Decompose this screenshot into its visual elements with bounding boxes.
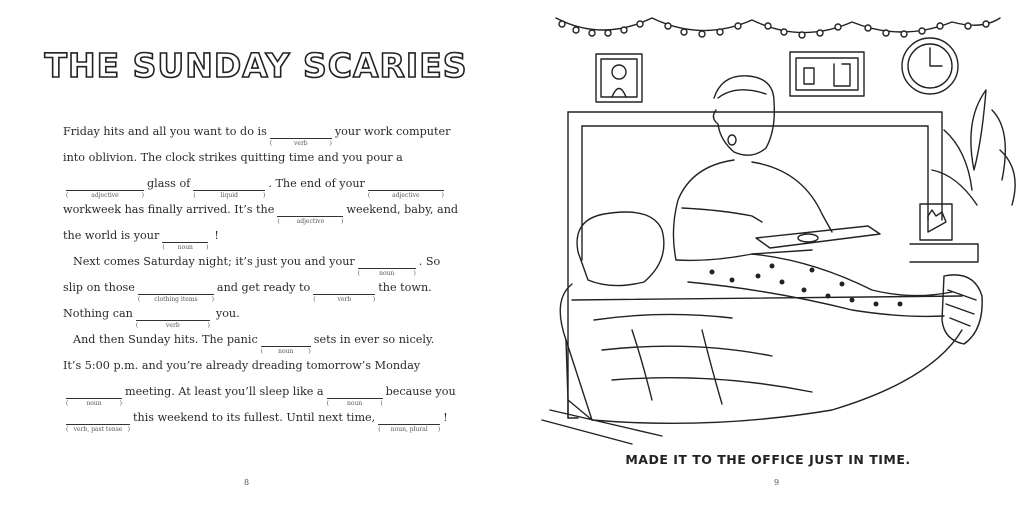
story-text: glass of	[147, 177, 191, 190]
blank-hint: ( liquid )	[193, 192, 265, 200]
story-text: And then Sunday hits. The panic	[73, 333, 258, 346]
fill-in-blank[interactable]	[358, 256, 416, 277]
pet-portrait-frame-icon	[596, 54, 642, 102]
fill-in-blank[interactable]	[138, 282, 214, 303]
blank-hint: ( verb )	[313, 296, 375, 304]
story-text: Nothing can	[63, 307, 133, 320]
right-page	[512, 0, 1024, 518]
wall-picture-frame-icon	[790, 52, 864, 96]
blank-hint: ( noun )	[261, 348, 311, 356]
story-line	[63, 203, 459, 230]
page-title: THE SUNDAY SCARIES	[44, 46, 468, 85]
story-text: your work computer	[334, 125, 451, 138]
story-line	[63, 255, 441, 282]
fill-in-blank[interactable]	[66, 386, 122, 407]
page-number-left: 8	[244, 478, 250, 487]
story-text: . The end of your	[268, 177, 365, 190]
fill-in-blank[interactable]	[313, 282, 375, 303]
fill-in-blank[interactable]	[66, 178, 144, 199]
blank-hint: ( clothing items )	[138, 296, 214, 304]
story-text: . So	[418, 255, 441, 268]
story-text: Next comes Saturday night; it’s just you and your	[73, 255, 355, 268]
blank-hint: ( verb, past tense )	[66, 426, 130, 434]
blank-hint: ( noun )	[327, 400, 383, 408]
potted-plant-icon	[932, 90, 1015, 205]
wall-clock-icon	[902, 38, 958, 94]
person-icon	[673, 76, 982, 344]
story-text: slip on those	[63, 281, 135, 294]
story-text: and get ready to	[216, 281, 311, 294]
story-text: sets in ever so nicely.	[313, 333, 435, 346]
story-text: workweek has finally arrived. It’s the	[63, 203, 275, 216]
fill-in-blank[interactable]	[327, 386, 383, 407]
story-text: this weekend to its fullest. Until next time,	[133, 411, 376, 424]
blank-hint: ( noun )	[66, 400, 122, 408]
blank-hint: ( adjective )	[277, 218, 343, 226]
story-line	[63, 308, 431, 334]
fill-in-blank[interactable]	[277, 204, 343, 225]
bed-icon	[542, 212, 962, 444]
story-line	[63, 385, 456, 412]
illustration-caption: MADE IT TO THE OFFICE JUST IN TIME.	[625, 452, 911, 467]
story-line	[63, 125, 451, 152]
story-line	[63, 178, 431, 204]
story-text: Friday hits and all you want to do is	[63, 125, 267, 138]
blank-hint: ( verb )	[136, 322, 210, 330]
blank-hint: ( noun, plural )	[378, 426, 440, 434]
story-text: It’s 5:00 p.m. and you’re already dreading tomorrow’s Monday	[63, 359, 421, 372]
story-line	[63, 360, 431, 386]
fill-in-blank[interactable]	[378, 412, 440, 433]
fill-in-blank[interactable]	[136, 308, 210, 329]
story-text: !	[443, 411, 448, 424]
coloring-illustration	[512, 0, 1024, 450]
story-text: weekend, baby, and	[346, 203, 459, 216]
story-text: !	[214, 229, 219, 242]
story-line	[63, 411, 448, 438]
story-text: the world is your	[63, 229, 160, 242]
fill-in-blank[interactable]	[368, 178, 444, 199]
blank-hint: ( verb )	[270, 140, 332, 148]
story-line	[63, 152, 431, 178]
story-text: you.	[215, 307, 240, 320]
blank-hint: ( adjective )	[66, 192, 144, 200]
nightstand-icon	[910, 204, 978, 262]
blank-hint: ( noun )	[358, 270, 416, 278]
page-number-right: 9	[774, 478, 780, 487]
fill-in-blank[interactable]	[261, 334, 311, 355]
fill-in-blank[interactable]	[270, 126, 332, 147]
story-text: the town.	[378, 281, 432, 294]
story-line	[63, 333, 435, 360]
string-lights-icon	[556, 18, 1000, 38]
story-text: meeting. At least you’ll sleep like a	[125, 385, 324, 398]
story-text: because you	[385, 385, 456, 398]
story-text: into oblivion. The clock strikes quitting time and you pour a	[63, 151, 403, 164]
story-line	[63, 230, 431, 256]
fill-in-blank[interactable]	[162, 230, 208, 251]
fill-in-blank[interactable]	[66, 412, 130, 433]
laptop-icon	[756, 226, 880, 248]
blank-hint: ( adjective )	[368, 192, 444, 200]
fill-in-blank[interactable]	[193, 178, 265, 199]
story-line	[63, 282, 431, 308]
blank-hint: ( noun )	[162, 244, 208, 252]
fill-in-story	[63, 125, 459, 438]
headboard-icon	[568, 112, 942, 418]
